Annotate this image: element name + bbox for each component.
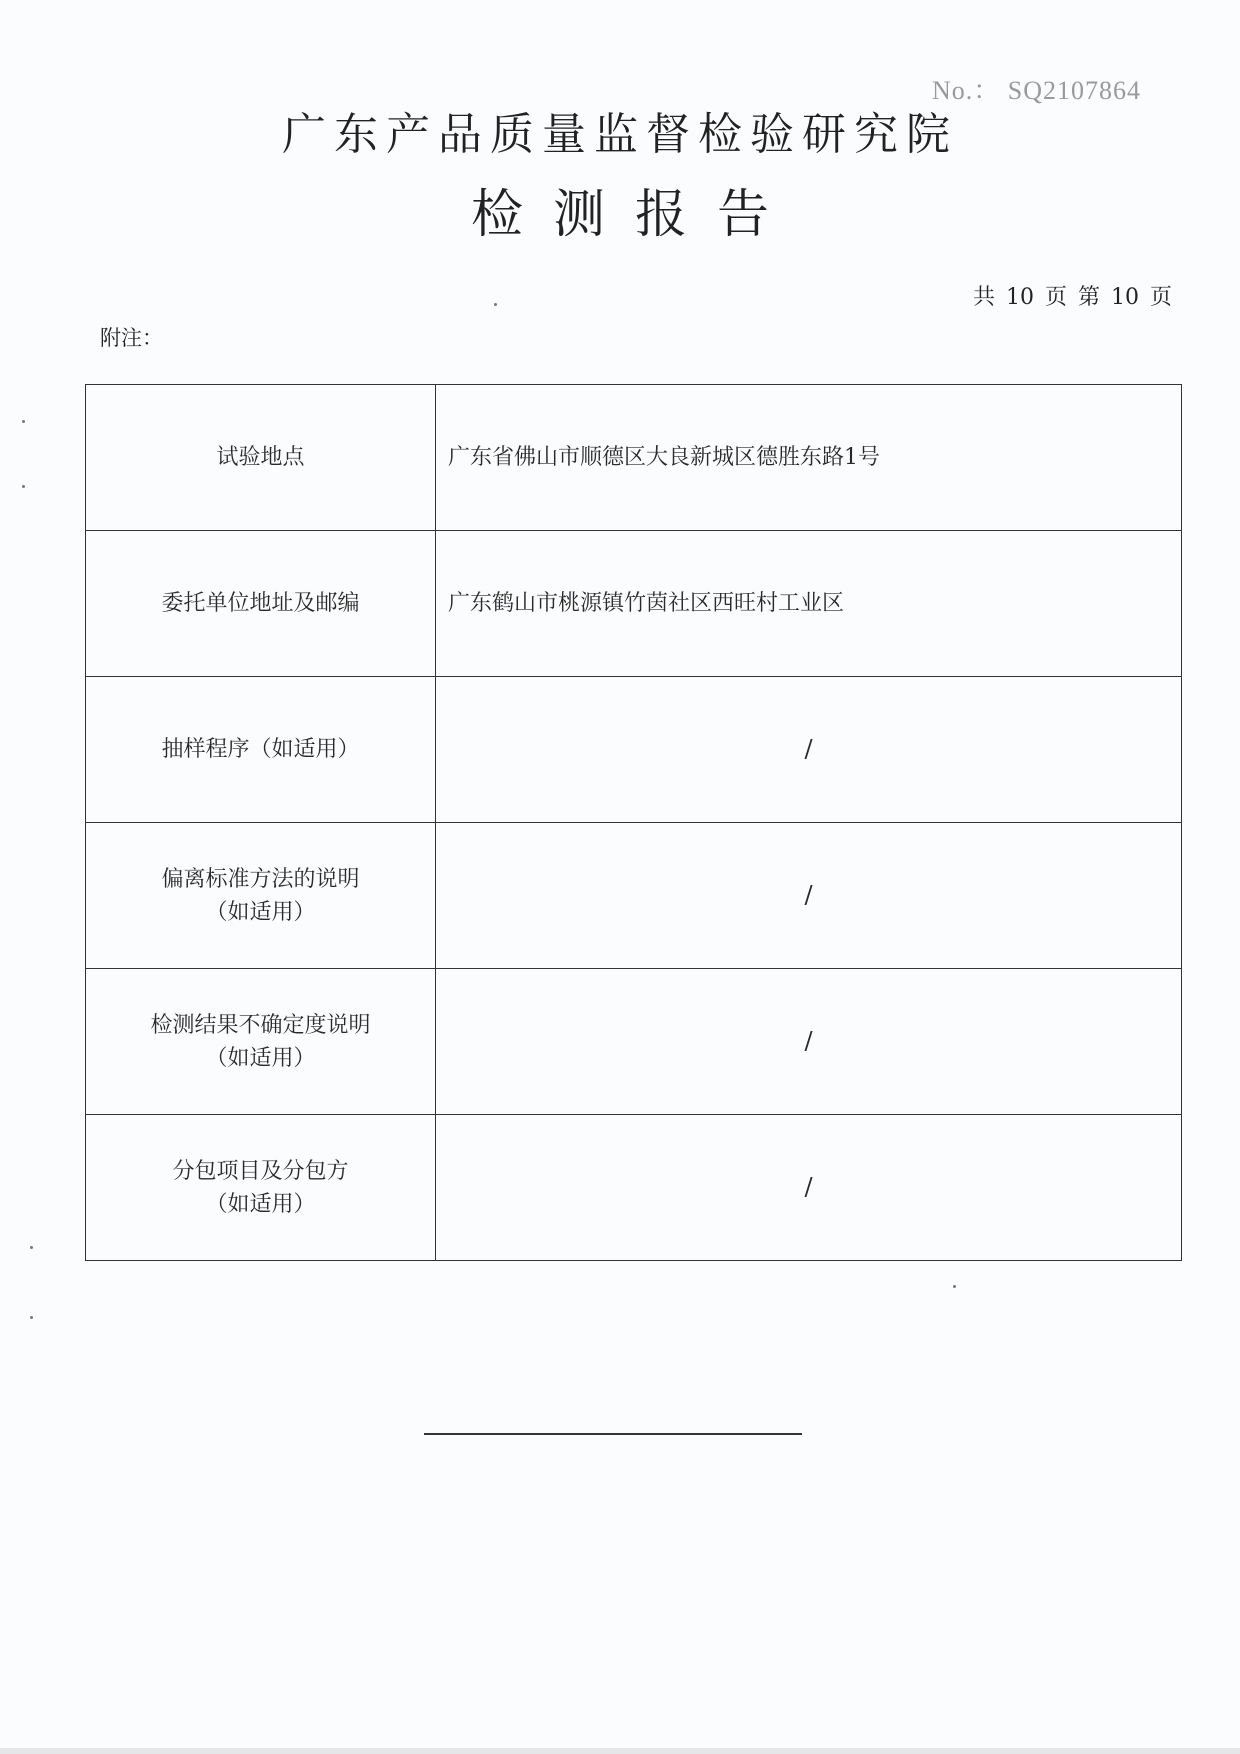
table-row bbox=[86, 823, 1182, 969]
table-row bbox=[86, 1115, 1182, 1261]
document-title: 检测报告 bbox=[470, 185, 799, 245]
row-value-test-location: 广东省佛山市顺德区大良新城区德胜东路1号 bbox=[436, 385, 1182, 531]
scan-speck bbox=[953, 1285, 956, 1288]
table-row bbox=[86, 531, 1182, 677]
scan-edge bbox=[0, 1748, 1240, 1754]
row-label-method-deviation bbox=[86, 823, 436, 969]
end-of-report-line bbox=[424, 1433, 802, 1435]
row-label-uncertainty bbox=[86, 969, 436, 1115]
scan-speck bbox=[30, 1246, 33, 1249]
row-value-method-deviation: / bbox=[436, 823, 1182, 969]
table-row bbox=[86, 969, 1182, 1115]
label-line: （如适用） bbox=[205, 1045, 316, 1071]
scan-speck bbox=[22, 420, 25, 423]
row-value-sampling-procedure: / bbox=[436, 677, 1182, 823]
label-line: 试验地点 bbox=[216, 445, 305, 470]
row-value-client-address: 广东鹤山市桃源镇竹茵社区西旺村工业区 bbox=[436, 531, 1182, 677]
row-label-sampling-procedure bbox=[86, 677, 436, 823]
table-row bbox=[86, 385, 1182, 531]
row-value-uncertainty: / bbox=[436, 969, 1182, 1115]
scan-speck bbox=[494, 303, 497, 306]
label-line: 偏离标准方法的说明 bbox=[161, 866, 360, 892]
row-label-test-location bbox=[86, 385, 436, 531]
label-line: 检测结果不确定度说明 bbox=[150, 1012, 371, 1038]
table-row bbox=[86, 677, 1182, 823]
row-label-subcontracting bbox=[86, 1115, 436, 1261]
scan-speck bbox=[22, 485, 25, 488]
label-line: 抽样程序（如适用） bbox=[161, 737, 360, 762]
label-line: 委托单位地址及邮编 bbox=[161, 591, 360, 616]
row-label-client-address bbox=[86, 531, 436, 677]
note-label: 附注： bbox=[100, 326, 163, 350]
row-value-subcontracting: / bbox=[436, 1115, 1182, 1261]
label-line: （如适用） bbox=[205, 1191, 316, 1217]
scan-speck bbox=[30, 1316, 33, 1319]
label-line: （如适用） bbox=[205, 899, 316, 925]
institute-name: 广东产品质量监督检验研究院 bbox=[282, 109, 958, 160]
remarks-table bbox=[85, 384, 1182, 1261]
page-counter: 共 10 页 第 10 页 bbox=[973, 285, 1172, 310]
report-number: No.： SQ2107864 bbox=[932, 76, 1142, 105]
label-line: 分包项目及分包方 bbox=[172, 1158, 349, 1184]
